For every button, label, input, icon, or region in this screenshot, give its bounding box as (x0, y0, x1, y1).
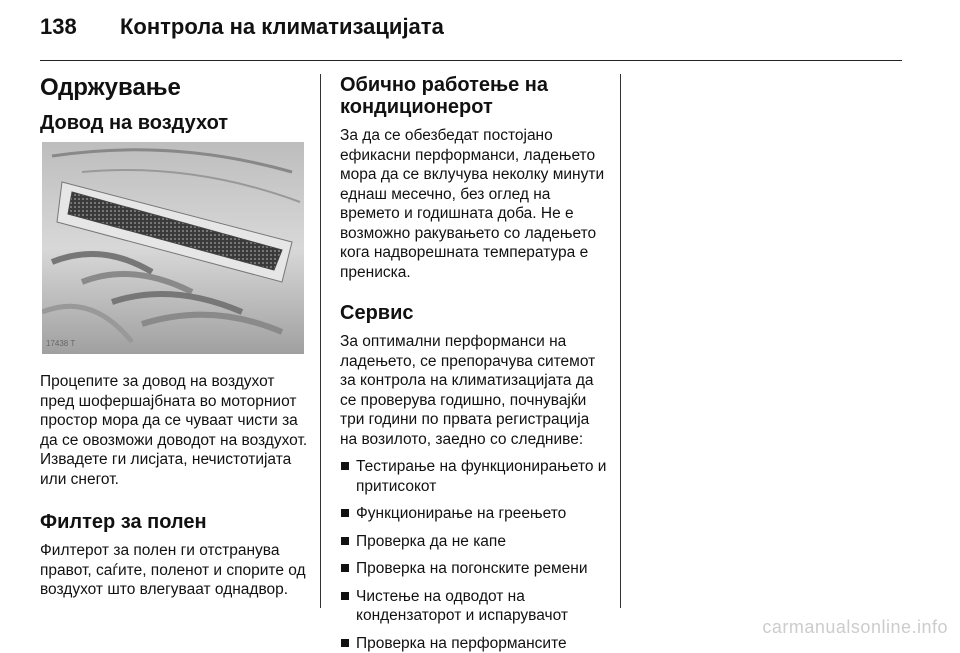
page-header (40, 14, 444, 40)
ac-operation-paragraph: За да се обезбедат постојано ефикасни перформанси, ладењето мора да се вклучува неколку минути еднаш месечно, без оглед на времето и годишната доба. Не е возможно ракувањето со ладењето кога надворешната температура е прениска. (340, 126, 608, 282)
ac-operation-heading: Обично работење на кондиционерот (340, 74, 608, 118)
list-item: Функционирање на греењето (340, 504, 608, 524)
bullet-icon (341, 537, 349, 545)
service-checklist (340, 457, 608, 653)
section-heading: Одржување (40, 74, 308, 102)
pollen-filter-heading: Филтер за полен (40, 511, 308, 533)
figure-code: 17438 T (46, 339, 75, 348)
bullet-icon (341, 564, 349, 572)
watermark: carmanualsonline.info (762, 617, 948, 638)
page-number: 138 (40, 14, 120, 40)
column-divider-1 (320, 74, 321, 608)
air-intake-figure (42, 142, 304, 354)
bullet-icon (341, 462, 349, 470)
list-item: Чистење на одводот на кондензаторот и испарувачот (340, 587, 608, 626)
pollen-filter-paragraph: Филтерот за полен ги отстранува правот, саѓите, поленот и спорите од воздухот што влегуваат однадвор. (40, 541, 308, 600)
list-item: Проверка на погонските ремени (340, 559, 608, 579)
bullet-icon (341, 509, 349, 517)
right-column (340, 74, 608, 653)
service-heading: Сервис (340, 302, 608, 324)
chapter-title: Контрола на климатизацијата (120, 14, 444, 39)
engine-bay-illustration (42, 142, 304, 354)
header-divider (40, 60, 902, 61)
service-paragraph: За оптимални перформанси на ладењето, се препорачува ситемот за контрола на климатизацијата да се проверува годишно, почнувајќи три години по првата регистрација на возилото, заедно со следниве: (340, 332, 608, 449)
bullet-icon (341, 639, 349, 647)
bullet-icon (341, 592, 349, 600)
subsection-heading: Довод на воздухот (40, 112, 308, 134)
list-item: Тестирање на функционирањето и притисокот (340, 457, 608, 496)
intake-paragraph: Процепите за довод на воздухот пред шофершајбната во моторниот простор мора да се чуваат чисти за да се овозможи доводот на воздухот. Извадете ги лисјата, нечистотијата или снегот. (40, 372, 308, 489)
column-divider-2 (620, 74, 621, 608)
list-item: Проверка да не капе (340, 532, 608, 552)
list-item: Проверка на перформансите (340, 634, 608, 653)
left-column (40, 74, 308, 600)
